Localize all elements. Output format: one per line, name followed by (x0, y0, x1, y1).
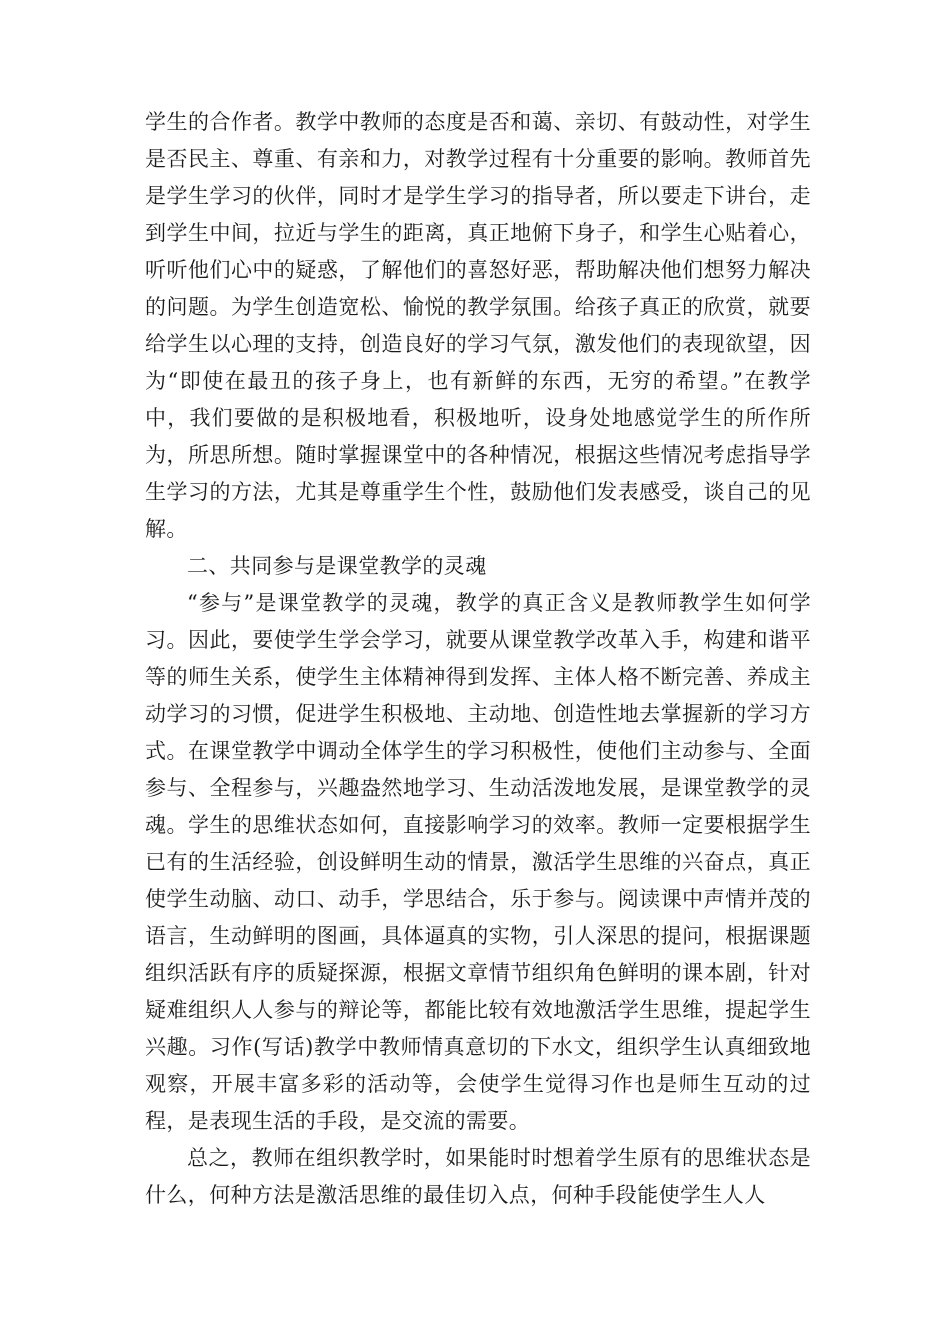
document-page (145, 104, 811, 1214)
paragraph-conclusion: 总之，教师在组织教学时，如果能时时想着学生原有的思维状态是什么，何种方法是激活思维的最佳切入点，何种手段能使学生人人 (145, 1146, 811, 1207)
paragraph-teacher-role: 学生的合作者。教学中教师的态度是否和蔼、亲切、有鼓动性，对学生是否民主、尊重、有亲和力，对教学过程有十分重要的影响。教师首先是学生学习的伙伴，同时才是学生学习的指导者，所以要走下讲台，走到学生中间，拉近与学生的距离，真正地俯下身子，和学生心贴着心，听听他们心中的疑惑，了解他们的喜怒好恶，帮助解决他们想努力解决的问题。为学生创造宽松、愉悦的教学氛围。给孩子真正的欣赏，就要给学生以心理的支持，创造良好的学习气氛，激发他们的表现欲望，因为“即使在最丑的孩子身上，也有新鲜的东西，无穷的希望。”在教学中，我们要做的是积极地看，积极地听，设身处地感觉学生的所作所为，所思所想。随时掌握课堂中的各种情况，根据这些情况考虑指导学生学习的方法，尤其是尊重学生个性，鼓励他们发表感受，谈自己的见解。 (145, 110, 811, 541)
section-heading-participation: 二、共同参与是课堂教学的灵魂 (187, 554, 487, 578)
paragraph-participation: “参与”是课堂教学的灵魂，教学的真正含义是教师教学生如何学习。因此，要使学生学会学习，就要从课堂教学改革入手，构建和谐平等的师生关系，使学生主体精神得到发挥、主体人格不断完善、养成主动学习的习惯，促进学生积极地、主动地、创造性地去掌握新的学习方式。在课堂教学中调动全体学生的学习积极性，使他们主动参与、全面参与、全程参与，兴趣盎然地学习、生动活泼地发展，是课堂教学的灵魂。学生的思维状态如何，直接影响学习的效率。教师一定要根据学生已有的生活经验，创设鲜明生动的情景，激活学生思维的兴奋点，真正使学生动脑、动口、动手，学思结合，乐于参与。阅读课中声情并茂的语言，生动鲜明的图画，具体逼真的实物，引人深思的提问，根据课题组织活跃有序的质疑探源，根据文章情节组织角色鲜明的课本剧，针对疑难组织人人参与的辩论等，都能比较有效地激活学生思维，提起学生兴趣。习作(写话)教学中教师情真意切的下水文，组织学生认真细致地观察，开展丰富多彩的活动等，会使学生觉得习作也是师生互动的过程，是表现生活的手段，是交流的需要。 (145, 591, 811, 1133)
